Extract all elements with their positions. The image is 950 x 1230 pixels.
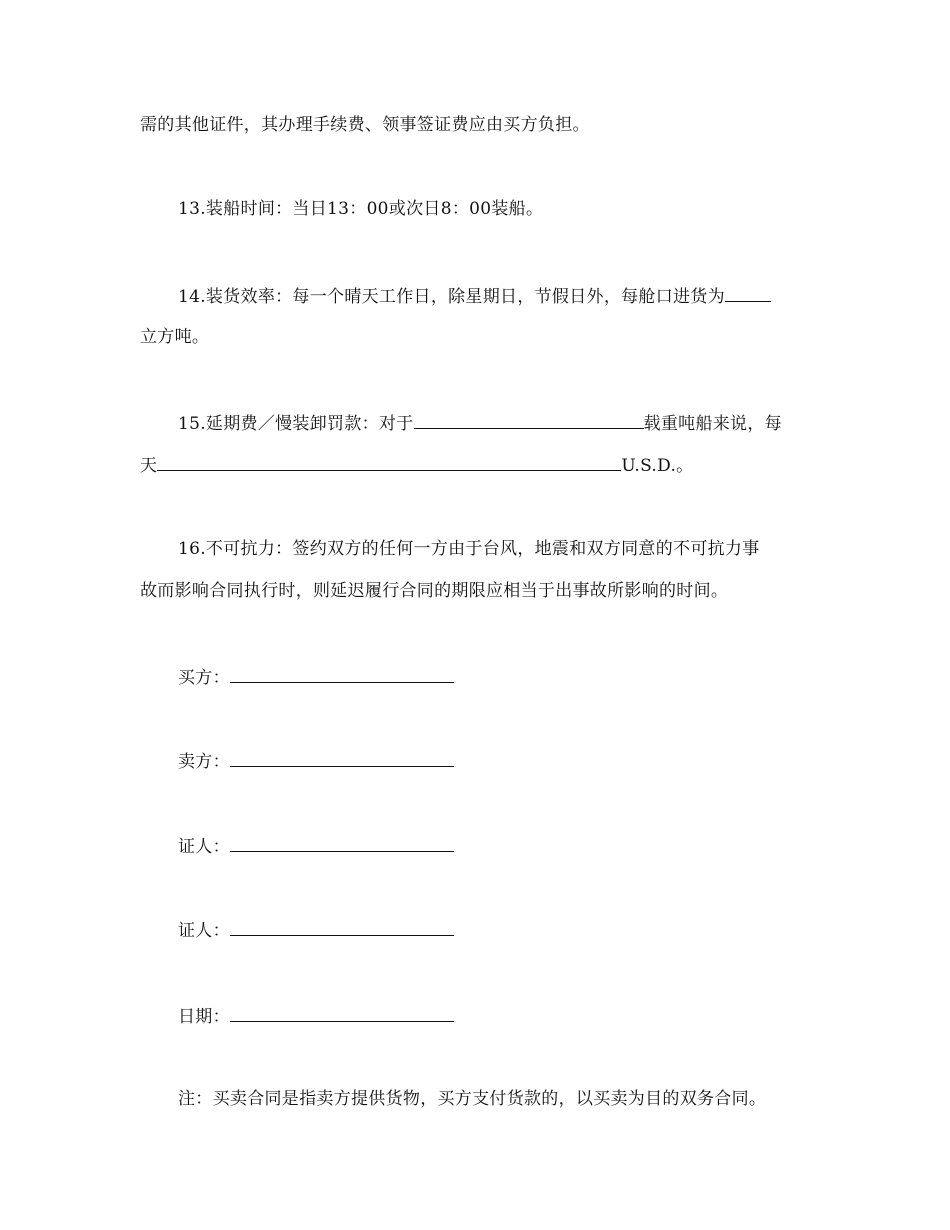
clause-16-line2: 故而影响合同执行时，则延迟履行合同的期限应相当于出事故所影响的时间。 (140, 581, 729, 601)
date-line: 日期： (178, 1004, 454, 1028)
clause-14-cont: 立方吨。 (140, 327, 210, 347)
witness2-signature-line: 证人： (178, 918, 454, 942)
date-blank (230, 1004, 454, 1022)
witness1-signature-line: 证人： (178, 834, 454, 858)
clause-12-tail: 需的其他证件，其办理手续费、领事签证费应由买方负担。 (140, 115, 590, 135)
daily-penalty-blank (157, 453, 621, 471)
seller-signature-line: 卖方： (178, 749, 454, 773)
buyer-signature-line: 买方： (178, 665, 454, 689)
clause-15: 15.延期费／慢装卸罚款：对于 载重吨船来说，每 (178, 411, 782, 435)
witness1-signature-blank (230, 834, 454, 852)
buyer-signature-blank (230, 665, 454, 683)
note: 注：买卖合同是指卖方提供货物，买方支付货款的，以买卖为目的双务合同。 (178, 1089, 767, 1109)
witness2-signature-blank (230, 918, 454, 936)
clause-13: 13.装船时间：当日13：00或次日8：00装船。 (178, 199, 544, 219)
tonnage-blank (414, 411, 644, 429)
clause-15-cont: 天 U.S.D.。 (140, 453, 693, 477)
clause-16-line1: 16.不可抗力：签约双方的任何一方由于台风，地震和双方同意的不可抗力事 (178, 539, 760, 559)
loading-rate-blank (725, 284, 771, 302)
clause-14: 14.装货效率：每一个晴天工作日，除星期日，节假日外，每舱口进货为 (178, 284, 771, 308)
seller-signature-blank (230, 749, 454, 767)
